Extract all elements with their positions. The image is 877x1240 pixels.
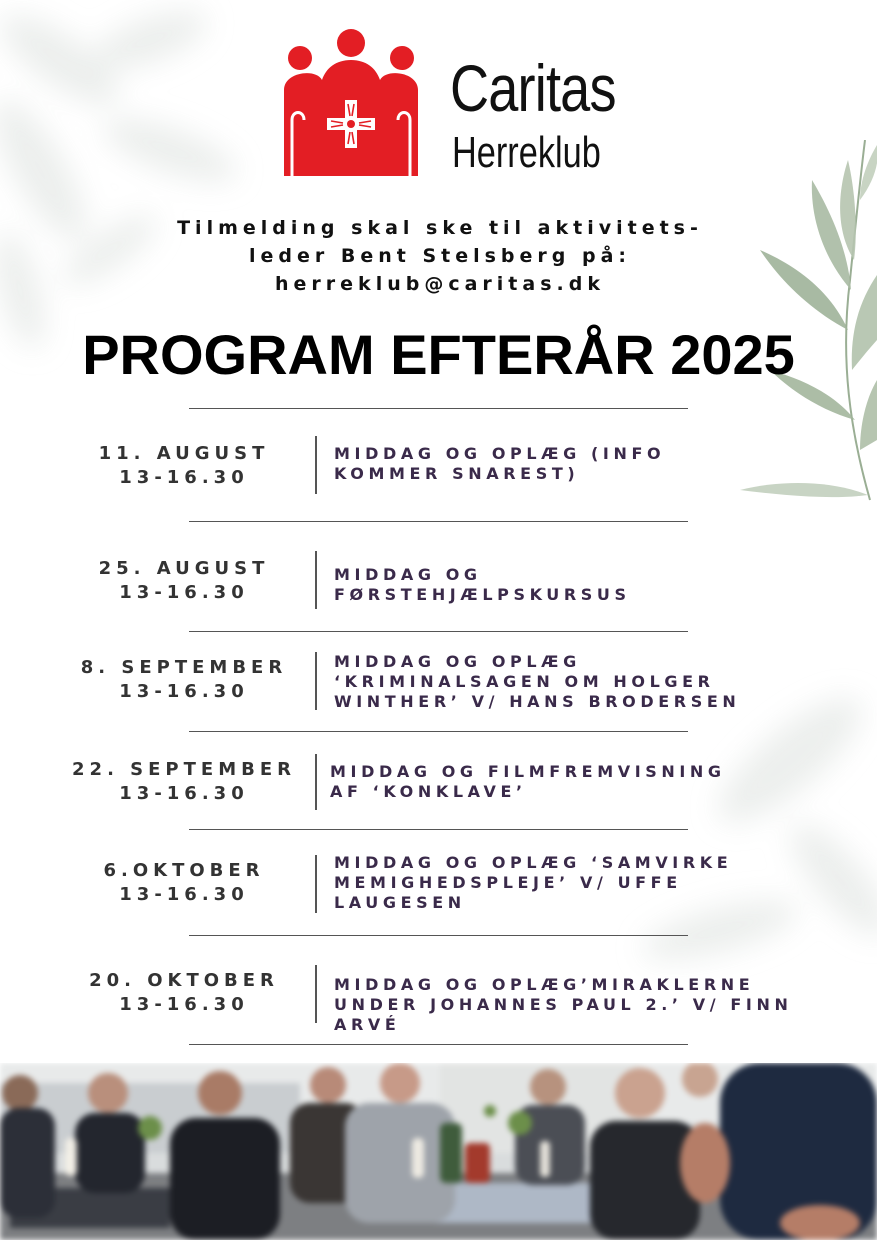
event-separator (315, 965, 317, 1023)
divider (189, 631, 688, 632)
event-time: 13-16.30 (119, 681, 249, 702)
group-photo (0, 1063, 877, 1240)
event-desc-line: ‘KRIMINALSAGEN OM HOLGER (334, 672, 715, 691)
logo-word-herreklub: Herreklub (452, 128, 601, 177)
signup-line-1: Tilmelding skal ske til aktivitets- (177, 217, 703, 239)
event-date (60, 758, 308, 806)
event-separator (315, 855, 317, 913)
caritas-people-icon (276, 28, 426, 178)
event-time: 13-16.30 (119, 582, 249, 603)
event-desc-line: MIDDAG OG OPLÆG (334, 652, 581, 671)
event-desc-line: ARVÉ (334, 1015, 401, 1034)
event-date (60, 969, 308, 1017)
divider (189, 731, 688, 732)
divider (189, 521, 688, 522)
logo-word-caritas: Caritas (450, 51, 616, 125)
event-date-day: 6.OKTOBER (103, 860, 265, 881)
event-date-day: 20. OKTOBER (89, 970, 279, 991)
event-desc-line: UNDER JOHANNES PAUL 2.’ V/ FINN (334, 995, 793, 1014)
event-desc-line: AF ‘KONKLAVE’ (330, 782, 527, 801)
page-title: PROGRAM EFTERÅR 2025 (82, 323, 795, 386)
event-desc-line: LAUGESEN (334, 893, 466, 912)
divider (189, 829, 688, 830)
event-date (60, 442, 308, 490)
event-time: 13-16.30 (119, 884, 249, 905)
event-desc-line: MEMIGHEDSPLEJE’ V/ UFFE (334, 873, 682, 892)
event-date-day: 11. AUGUST (98, 443, 270, 464)
event-description (330, 762, 800, 802)
event-separator (315, 436, 317, 494)
event-desc-line: MIDDAG OG OPLÆG ‘SAMVIRKE (334, 853, 733, 872)
event-date-day: 22. SEPTEMBER (72, 759, 296, 780)
event-desc-line: FØRSTEHJÆLPSKURSUS (334, 585, 631, 604)
event-time: 13-16.30 (119, 994, 249, 1015)
event-date (60, 656, 308, 704)
divider (189, 935, 688, 936)
event-desc-line: WINTHER’ V/ HANS BRODERSEN (334, 692, 741, 711)
event-desc-line: MIDDAG OG OPLÆG (INFO (334, 444, 666, 463)
event-separator (315, 551, 317, 609)
signup-info (120, 214, 760, 298)
signup-line-2: leder Bent Stelsberg på: (248, 245, 632, 267)
event-desc-line: MIDDAG OG OPLÆG’MIRAKLERNE (334, 975, 755, 994)
divider (189, 408, 688, 409)
caritas-logo (276, 28, 636, 183)
event-separator (315, 652, 317, 710)
event-desc-line: MIDDAG OG FILMFREMVISNING (330, 762, 726, 781)
event-date (60, 859, 308, 907)
signup-email[interactable]: herreklub@caritas.dk (275, 273, 605, 295)
event-desc-line: KOMMER SNAREST) (334, 464, 580, 483)
event-description (334, 565, 804, 605)
event-time: 13-16.30 (119, 783, 249, 804)
event-description (334, 853, 804, 913)
event-date (60, 557, 308, 605)
event-date-day: 8. SEPTEMBER (80, 657, 288, 678)
event-description (334, 444, 804, 484)
event-description (334, 975, 804, 1035)
group-photo-image (0, 1063, 877, 1240)
event-desc-line: MIDDAG OG (334, 565, 482, 584)
event-separator (315, 754, 317, 810)
event-description (334, 652, 804, 712)
divider (189, 1044, 688, 1045)
event-date-day: 25. AUGUST (98, 558, 270, 579)
event-time: 13-16.30 (119, 467, 249, 488)
